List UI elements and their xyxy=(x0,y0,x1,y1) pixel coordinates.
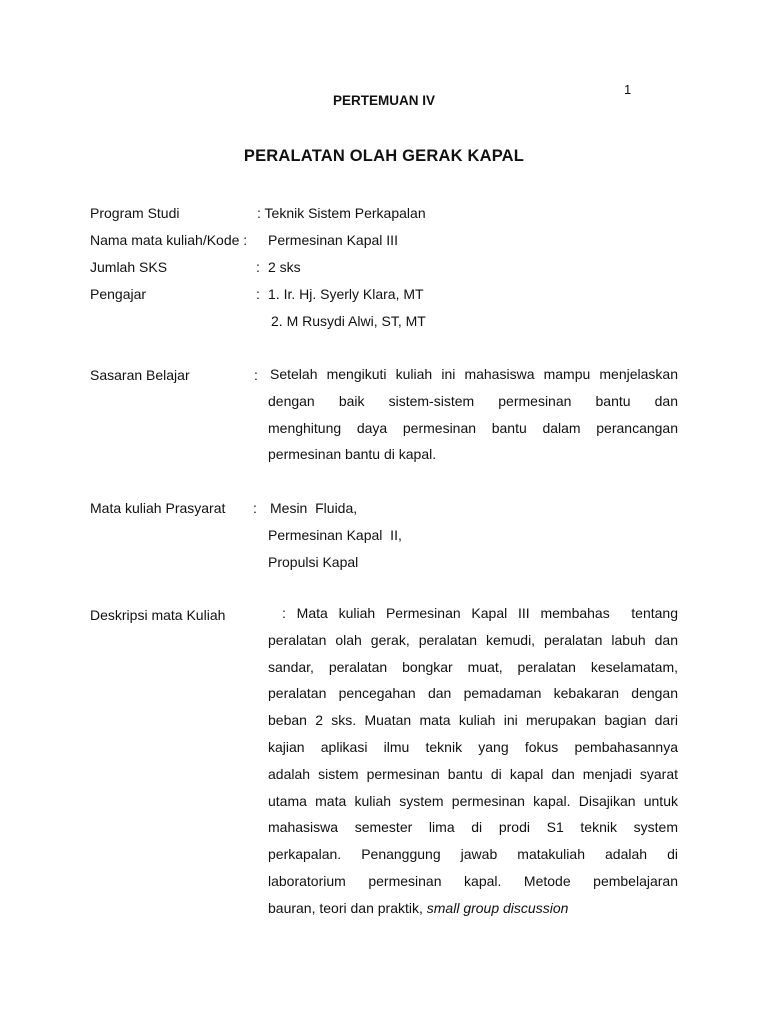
page-number: 1 xyxy=(624,82,632,97)
prasyarat-colon: : xyxy=(253,500,257,516)
prasyarat-item: Mesin Fluida, xyxy=(270,500,358,516)
mata-kuliah-value: Permesinan Kapal III xyxy=(268,232,398,248)
pengajar-value-2: 2. M Rusydi Alwi, ST, MT xyxy=(271,313,426,329)
deskripsi-line: perkapalan. Penanggung jawab matakuliah adalah di xyxy=(268,846,678,863)
deskripsi-line: utama mata kuliah system permesinan kapal. Disajikan untuk xyxy=(268,792,678,809)
deskripsi-line: : Mata kuliah Permesinan Kapal III membahas tentang xyxy=(282,605,678,621)
sasaran-paragraph xyxy=(270,361,678,468)
deskripsi-line: peralatan olah gerak, peralatan kemudi, peralatan labuh dan xyxy=(268,631,678,648)
sasaran-line: dengan baik sistem-sistem permesinan bantu dan xyxy=(268,392,678,409)
sasaran-label: Sasaran Belajar xyxy=(90,367,190,383)
sasaran-colon: : xyxy=(254,367,258,383)
sasaran-line: menghitung daya permesinan bantu dalam perancangan xyxy=(268,419,678,436)
deskripsi-paragraph xyxy=(268,600,678,922)
program-studi-value: : Teknik Sistem Perkapalan xyxy=(257,205,426,221)
pengajar-value-1: 1. Ir. Hj. Syerly Klara, MT xyxy=(268,286,424,302)
pengajar-label: Pengajar xyxy=(90,286,147,302)
deskripsi-line: beban 2 sks. Muatan mata kuliah ini merupakan bagian dari xyxy=(268,712,678,729)
deskripsi-label: Deskripsi mata Kuliah xyxy=(90,607,226,623)
deskripsi-line: mahasiswa semester lima di prodi S1 teknik system xyxy=(268,819,678,836)
deskripsi-line: sandar, peralatan bongkar muat, peralatan keselamatam, xyxy=(268,658,678,675)
sks-label: Jumlah SKS xyxy=(90,259,168,275)
meeting-heading: PERTEMUAN IV xyxy=(332,93,435,108)
prasyarat-item: Permesinan Kapal II, xyxy=(268,527,402,543)
program-studi-label: Program Studi xyxy=(90,205,180,221)
deskripsi-line: peralatan pencegahan dan pemadaman kebakaran dengan xyxy=(268,685,678,702)
deskripsi-last-italic: small group discussion xyxy=(426,899,569,916)
deskripsi-line: kajian aplikasi ilmu teknik yang fokus pembahasannya xyxy=(268,738,678,755)
deskripsi-last-plain: bauran, teori dan praktik, xyxy=(268,899,427,916)
prasyarat-label: Mata kuliah Prasyarat xyxy=(90,500,226,516)
sks-value: 2 sks xyxy=(268,259,301,275)
deskripsi-line: adalah sistem permesinan bantu di kapal dan menjadi syarat xyxy=(268,765,678,782)
prasyarat-item: Propulsi Kapal xyxy=(268,554,359,570)
sks-colon: : xyxy=(256,259,260,275)
sasaran-line: permesinan bantu di kapal. xyxy=(268,446,437,463)
deskripsi-line: laboratorium permesinan kapal. Metode pembelajaran xyxy=(268,872,678,889)
deskripsi-last-line xyxy=(268,895,678,922)
pengajar-colon: : xyxy=(256,286,260,302)
mata-kuliah-label: Nama mata kuliah/Kode : xyxy=(90,232,248,248)
sasaran-line: Setelah mengikuti kuliah ini mahasiswa mampu menjelaskan xyxy=(270,366,678,382)
document-title: PERALATAN OLAH GERAK KAPAL xyxy=(243,147,525,165)
